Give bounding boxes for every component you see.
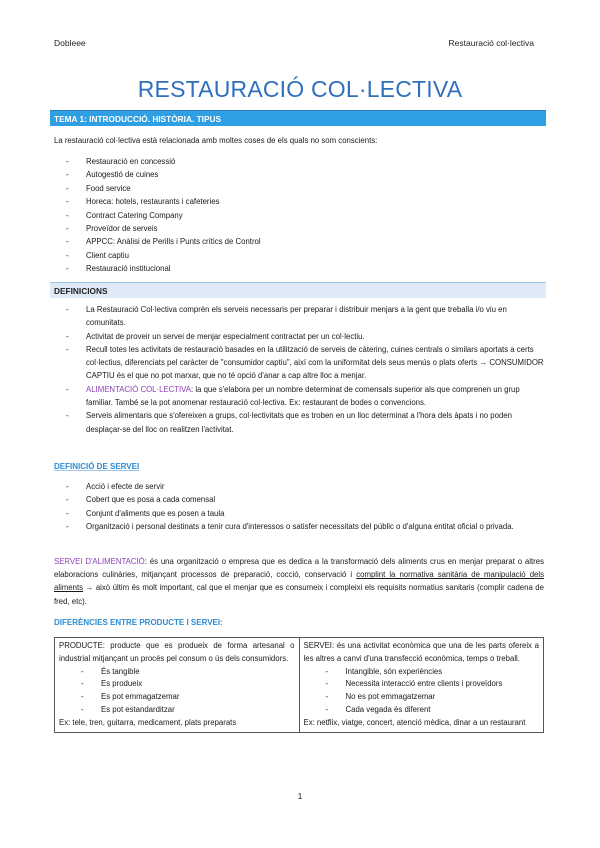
running-header-right: Restauració col·lectiva (448, 38, 534, 48)
producte-cell: PRODUCTE: producte que es produeix de forma artesanal o industrial mitjançant un procés pel consum o ús dels consumidors. - És tangible - Es produeix - Es pot emmagatzemar - Es pot estandarditzar Ex: tele, tren, guitarra, medicament, plats preparats (55, 638, 300, 733)
comparison-table (54, 637, 544, 733)
servei-alimentacio-paragraph: SERVEI D'ALIMENTACIÓ: és una organització o empresa que es dedica a la transformació dels aliments crus en menjar preparat o altres elaboracions culinàries, mitjançant processos de preparació, cocció, conservació i complint la normativa sanitària de manipulació dels aliments → això últim és molt important, cal que el menjar que es consumeix i compleixi els requisits normatius sanitaris (complir cadena de fred, etc). (54, 557, 544, 606)
normativa-underline: complint la normativa sanitària de manipulació dels aliments (54, 570, 544, 593)
document-title: RESTAURACIÓ COL·LECTIVA (137, 76, 463, 102)
term-servei-alimentacio: SERVEI D'ALIMENTACIÓ (54, 557, 145, 566)
producte-list (59, 666, 295, 717)
servei-examples: Ex: netflix, viatge, concert, atenció mèdica, dinar a un restaurant (303, 717, 526, 727)
list-item: - Horeca: hotels, restaurants i cafeteries (66, 195, 536, 208)
intro-paragraph: La restauració col·lectiva està relacionada amb moltes coses de els quals no som conscients: (54, 136, 378, 145)
list-item: - Cada vegada és diferent (326, 704, 540, 717)
list-item: - APPCC: Anàlisi de Perills i Punts crítics de Control (66, 235, 536, 248)
list-item: - És tangible (81, 666, 295, 679)
list-item: - Acció i efecte de servir (66, 480, 546, 493)
intro-list (66, 155, 536, 276)
running-header-left: Dobleee (54, 38, 86, 48)
section-bar-tema: TEMA 1: INTRODUCCIÓ. HISTÒRIA. TIPUS (50, 110, 546, 126)
subheading-definicio-servei: DEFINICIÓ DE SERVEI (54, 462, 140, 471)
arrow-icon: → (479, 358, 488, 368)
list-item: - No es pot emmagatzemar (326, 691, 540, 704)
list-item: - Necessita interacció entre clients i proveïdors (326, 678, 540, 691)
list-item: - La Restauració Col·lectiva comprèn els serveis necessaris per preparar i distribuir menjars a la gent que treballa i/o viu en comunitats. (66, 303, 546, 330)
list-item: - Cobert que es posa a cada comensal (66, 493, 546, 506)
list-item: - Es pot emmagatzemar (81, 691, 295, 704)
definitions-list (66, 303, 546, 436)
section-bar-definicions: DEFINICIONS (50, 282, 546, 298)
servei-list (66, 480, 546, 533)
servei-list-table (304, 666, 540, 717)
list-item: - Recull totes les activitats de restauració basades en la utilització de serveis de càtering, cuines centrals o similars aportats a certs col·lectius, diferenciats pel caràcter de "consumidor captiu", així com la uniformitat dels seus menús o plats oferts → CONSUMIDOR CAPTIU és el que no pot marxar, que no té opció d'anar a cap altre lloc a menjar. (66, 343, 546, 383)
list-item: - Contract Catering Company (66, 209, 536, 222)
list-item: - Es pot estandarditzar (81, 704, 295, 717)
arrow-icon: → (83, 583, 96, 593)
page-number: 1 (297, 791, 303, 801)
list-item: - Intangible, són experiències (326, 666, 540, 679)
list-item: - Client captiu (66, 249, 536, 262)
list-item: - Organització i personal destinats a tenir cura d'interessos o satisfer necessitats del públic o d'alguna entitat oficial o privada. (66, 520, 546, 533)
list-item: - Conjunt d'aliments que es posen a taula (66, 507, 546, 520)
list-item: - Es produeix (81, 678, 295, 691)
list-item: - Restauració institucional (66, 262, 536, 275)
subheading-diferencies: DIFERÈNCIES ENTRE PRODUCTE I SERVEI: (54, 618, 223, 627)
list-item: - Food service (66, 182, 536, 195)
list-item: - ALIMENTACIÓ COL·LECTIVA: la que s'elabora per un nombre determinat de comensals superior als que comprenen un grup familiar. També se la pot anomenar restauració col·lectiva. Ex: restaurant de bodes o convencions. (66, 383, 546, 410)
list-item: - Serveis alimentaris que s'ofereixen a grups, col·lectivitats que es troben en un lloc determinat a l'hora dels àpats i no poden desplaçar-se del lloc on realitzen l'activitat. (66, 409, 546, 436)
list-item: - Restauració en concessió (66, 155, 536, 168)
term-alimentacio-collectiva: ALIMENTACIÓ COL·LECTIVA (86, 384, 191, 394)
list-item: - Autogestió de cuines (66, 168, 536, 181)
servei-cell: SERVEI: és una activitat econòmica que una de les parts ofereix a les altres a canvi d'una transfecció econòmica, temps o treball. - Intangible, són experiències - Necessita interacció entre clients i proveïdors - No es pot emmagatzemar - Cada vegada és diferent Ex: netflix, viatge, concert, atenció mèdica, dinar a un restaurant (299, 638, 544, 733)
list-item: - Proveïdor de serveis (66, 222, 536, 235)
list-item: - Activitat de proveir un servei de menjar especialment contractat per un col·lectiu. (66, 330, 546, 343)
producte-examples: Ex: tele, tren, guitarra, medicament, plats preparats (59, 717, 237, 727)
table-row (55, 638, 544, 733)
